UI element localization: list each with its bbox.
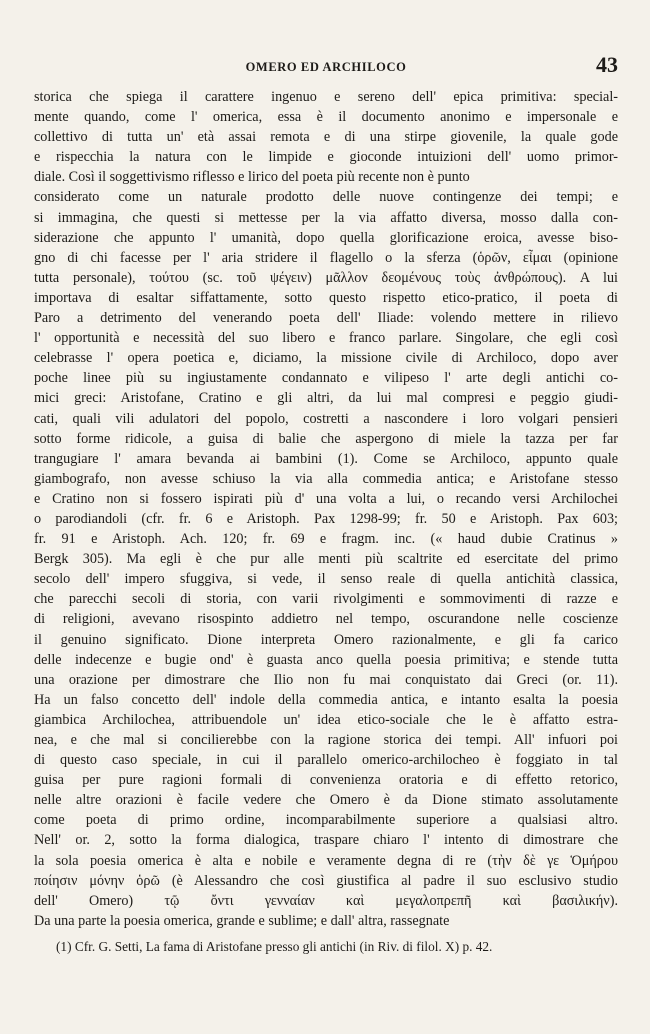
text-line: tutta personale), τούτου (sc. τοῦ ψέγειν) μᾶλλον δεομένους τοὺς ἀνθρώπους). A lui (34, 269, 618, 286)
text-line: il genuino significato. Dione interpreta Omero razionalmente, e gli fa carico (34, 631, 618, 648)
text-line: mici greci: Aristofane, Cratino e gli altri, da lui mal compresi e peggio giudi- (34, 390, 618, 407)
text-line: che parecchi secoli di storia, con varii rivolgimenti e sommovimenti di razze e (34, 591, 618, 608)
text-line: come poeta di primo ordine, incomparabilmente superiore a qualsiasi altro. (34, 812, 618, 829)
text-line: guisa per pure ragioni formali di convenienza oratoria e di effetto retorico, (34, 772, 618, 789)
text-line: giambografo, non avesse schiuso la via alla commedia antica; e Aristofane stesso (34, 470, 618, 487)
text-line: di religioni, avevano risospinto addietro nel tempo, oscurandone nelle coscienze (34, 611, 618, 628)
text-line: gno di chi facesse per l' aria stridere il flagello o la sferza (ὁρῶν, εἶμαι (opinione (34, 249, 618, 266)
text-line: nelle altre orazioni è facile vedere che Omero è da Dione stimato assolutamente (34, 792, 618, 809)
page-header (34, 52, 618, 80)
text-line: Paro a detrimento del venerando poeta dell' Iliade: volendo mettere in rilievo (34, 310, 618, 327)
text-line: collettivo di tutta un' età assai remota e di una stirpe giovenile, la quale gode (34, 129, 618, 146)
text-line: l' opportunità e necessità del suo libero e franco parlare. Singolare, che egli così (34, 330, 618, 347)
text-line: celebrasse l' opera poetica e, diciamo, la missione civile di Archiloco, dopo aver (34, 350, 618, 367)
text-line: la sola poesia omerica è alta e nobile e veramente degna di re (τὴν δὲ γε Ὁμήρου (34, 852, 618, 869)
text-line: si immagina, che questi si mettesse per la via affatto diversa, mosso dalla con- (34, 209, 618, 226)
text-line: delle indecenze e bugie ond' è guasta anco quella poesia primitiva; e stende tutta (34, 651, 618, 668)
text-line: mente quando, come l' omerica, essa è il documento anonimo e impersonale e (34, 109, 618, 126)
text-line: Nell' or. 2, sotto la forma dialogica, traspare chiaro l' intento di dimostrare che (34, 832, 618, 849)
running-head: OMERO ED ARCHILOCO (245, 60, 407, 74)
text-line: giambica Archilochea, attribuendole un' idea etico-sociale che le è affatto estra- (34, 711, 618, 728)
text-line: ποίησιν μόνην ὁρῶ (è Alessandro che così giustifica al padre il suo esclusivo studio (34, 872, 618, 889)
text-line: Da una parte la poesia omerica, grande e sublime; e dall' altra, rassegnate (34, 912, 450, 929)
text-line: diale. Così il soggettivismo riflesso e lirico del poeta più recente non è punto (34, 169, 470, 186)
text-line: trangugiare l' amara bevanda ai bambini (1). Come se Archiloco, appunto quale (34, 450, 618, 467)
text-line: sotto forme ridicole, a guisa di balie che aspergono di miele la tazza per far (34, 430, 618, 447)
text-line: nea, e che mal si concilierebbe con la ragione storica dei tempi. All' infuori poi (34, 732, 618, 748)
text-line: di questo caso speciale, in cui il parallelo omerico-archilocheo è foggiato in tal (34, 752, 618, 769)
text-line: Ha un falso concetto dell' indole della commedia antica, e intanto esalta la poesia (34, 691, 618, 708)
text-line: cati, quali vili adulatori del popolo, costretti a nascondere i loro volgari pensieri (34, 410, 618, 427)
body-text (34, 87, 618, 931)
text-line: poche linee più su ingiustamente condannato e vilipeso l' arte degli antichi co- (34, 370, 618, 387)
text-line: considerato come un naturale prodotto delle nuove contingenze dei tempi; e (34, 189, 618, 206)
text-line: fr. 91 e Aristoph. Ach. 120; fr. 69 e fragm. inc. (« haud dubie Cratinus » (34, 531, 618, 548)
text-line: siderazione che appunto l' umanità, dopo quella glorificazione eroica, avesse biso- (34, 229, 618, 246)
text-line: Bergk 305). Ma egli è che pur alle menti più scaltrite ed esercitate del primo (34, 551, 618, 568)
text-line: o parodiandoli (cfr. fr. 6 e Aristoph. Pax 1298-99; fr. 50 e Aristoph. Pax 603; (34, 510, 618, 527)
page-number: 43 (596, 52, 618, 77)
text-line: importava di esaltar siffattamente, sotto questo rispetto etico-pratico, il poeta di (34, 289, 618, 306)
text-line: dell' Omero) τῷ ὄντι γενναίαν καὶ μεγαλοπρεπῆ καὶ βασιλικήν). (34, 892, 618, 909)
text-line: e Cratino non si fossero ispirati più d' una volta a lui, o recando versi Archilochei (34, 490, 618, 507)
text-line: secolo dell' impero sfuggiva, si vede, il senso reale di quella antichità classica, (34, 571, 618, 588)
text-line: storica che spiega il carattere ingenuo e sereno dell' epica primitiva: special- (34, 89, 618, 105)
text-line: una orazione per dimostrare che Ilio non fu mai conquistato dai Greci (or. 11). (34, 671, 618, 688)
footnote: (1) Cfr. G. Setti, La fama di Aristofane presso gli antichi (in Riv. di filol. X) p. 42. (56, 939, 493, 954)
text-line: e rispecchia la natura con le limpide e gioconde intuizioni dell' uomo primor- (34, 149, 618, 166)
